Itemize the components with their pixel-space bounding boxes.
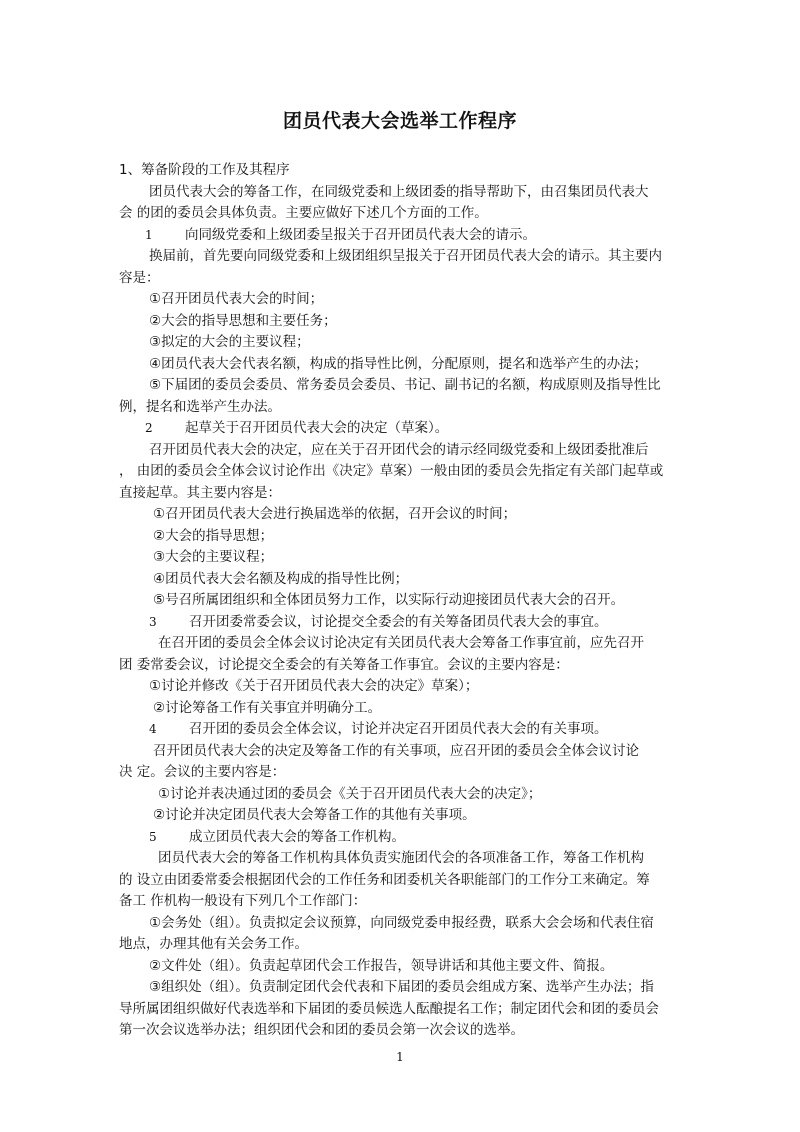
paragraph-line: 的 设立由团委常委会根据团代会的工作任务和团委机关各职能部门的工作分工来确定。筹 — [119, 871, 650, 888]
paragraph-line: 地点，办理其他有关会务工作。 — [119, 936, 308, 952]
list-item: ①讨论并修改《关于召开团员代表大会的决定》草案）； — [149, 678, 479, 694]
paragraph-line: 例，提名和选举产生办法。 — [119, 398, 281, 415]
paragraph-line: 召开团员代表大会的决定及筹备工作的有关事项，应召开团的委员会全体会议讨论 — [153, 742, 639, 759]
step-number: 4 — [149, 722, 157, 736]
list-item: ②文件处（组）。负责起草团代会工作报告，领导讲话和其他主要文件、简报。 — [149, 957, 614, 974]
section-heading: 1、筹备阶段的工作及其程序 — [119, 162, 290, 178]
list-item: ①讨论并表决通过团的委员会《关于召开团员代表大会的决定》； — [158, 785, 542, 802]
list-item: ⑤下届团的委员会委员、常务委员会委员、书记、副书记的名额，构成原则及指导性比 — [149, 377, 661, 393]
paragraph-line: 团 委常委会议，讨论提交全委会的有关筹备工作事宜。会议的主要内容是： — [119, 656, 569, 673]
list-item: ②大会的指导思想和主要任务； — [149, 312, 337, 329]
step-heading — [119, 418, 689, 440]
paragraph-line: 导所属团组织做好代表选举和下届团的委员候选人酝酿提名工作；制定团代会和团的委员会 — [119, 1000, 659, 1017]
step-heading-text: 起草关于召开团员代表大会的决定（草案）。 — [185, 420, 449, 436]
step-heading — [119, 827, 689, 849]
list-item: ②大会的指导思想； — [153, 527, 274, 544]
paragraph-line: 团员代表大会的筹备工作，在同级党委和上级团委的指导帮助下，由召集团员代表大 — [149, 183, 649, 200]
step-number: 5 — [149, 829, 157, 844]
list-item: ③大会的主要议程； — [153, 549, 274, 565]
page-title: 团员代表大会选举工作程序 — [282, 110, 517, 132]
step-heading-text: 召开团的委员会全体会议，讨论并决定召开团员代表大会的有关事项。 — [189, 721, 608, 737]
step-heading — [119, 612, 689, 634]
paragraph-line: 备工 作机构一般设有下列几个工作部门： — [119, 893, 367, 909]
list-item: ②讨论并决定团员代表大会筹备工作的其他有关事项。 — [153, 807, 476, 823]
paragraph-line: 容是： — [119, 269, 160, 286]
step-heading-text: 成立团员代表大会的筹备工作机构。 — [189, 828, 405, 845]
paragraph-line: 决 定。会议的主要内容是： — [119, 764, 286, 780]
step-heading-text: 召开团委常委会议，讨论提交全委会的有关筹备团员代表大会的事宜。 — [189, 613, 608, 630]
list-item: ②讨论筹备工作有关事宜并明确分工。 — [153, 699, 382, 716]
list-item: ③拟定的大会的主要议程； — [149, 334, 310, 350]
paragraph-line: ， 由团的委员会全体会议讨论作出《决定》草案）一般由团的委员会先指定有关部门起草或 — [119, 463, 664, 479]
paragraph-line: 团员代表大会的筹备工作机构具体负责实施团代会的各项准备工作，筹备工作机构 — [158, 850, 644, 866]
list-item: ①召开团员代表大会的时间； — [149, 291, 324, 307]
list-item: ①召开团员代表大会进行换届选举的依据，召开会议的时间； — [153, 506, 517, 522]
paragraph-line: 会 的团的委员会具体负责。主要应做好下述几个方面的工作。 — [119, 205, 488, 221]
step-number: 2 — [145, 421, 153, 435]
step-number: 1 — [145, 227, 153, 242]
list-item: ④团员代表大会名额及构成的指导性比例； — [153, 570, 409, 587]
list-item: ①会务处（组）。负责拟定会议预算，向同级党委申报经费，联系大会会场和代表住宿 — [149, 914, 654, 931]
paragraph-line: 在召开团的委员会全体会议讨论决定有关团员代表大会筹备工作事宜前，应先召开 — [158, 635, 644, 651]
list-item: ③组织处（组）。负责制定团代会代表和下届团的委员会组成方案、选举产生办法；指 — [149, 979, 654, 995]
step-number: 3 — [149, 614, 157, 629]
paragraph-line: 直接起草。其主要内容是： — [119, 484, 281, 501]
paragraph-line: 召开团员代表大会的决定，应在关于召开团代会的请示经同级党委和上级团委批准后 — [149, 441, 649, 458]
document-body — [119, 160, 689, 1042]
list-item: ④团员代表大会代表名额，构成的指导性比例，分配原则，提名和选举产生的办法； — [149, 355, 648, 372]
step-heading — [119, 719, 689, 741]
list-item: ⑤号召所属团组织和全体团员努力工作，以实际行动迎接团员代表大会的召开。 — [153, 592, 625, 608]
step-heading-text: 向同级党委和上级团委呈报关于召开团员代表大会的请示。 — [185, 226, 536, 243]
paragraph-line: 第一次会议选举办法；组织团代会和团的委员会第一次会议的选举。 — [119, 1022, 524, 1038]
page-number: 1 — [396, 1050, 404, 1064]
step-heading — [119, 225, 689, 247]
paragraph-line: 换届前，首先要向同级党委和上级团组织呈报关于召开团员代表大会的请示。其主要内 — [149, 248, 662, 264]
